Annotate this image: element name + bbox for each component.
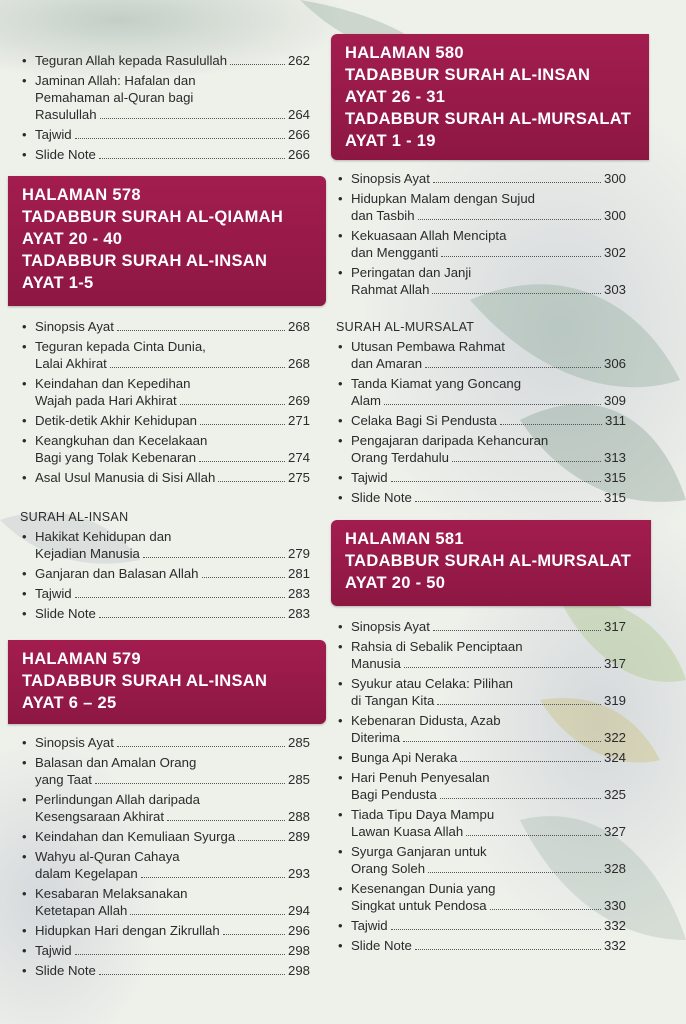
toc-entry <box>20 885 310 919</box>
toc-entry-title-line: • Slide Note <box>35 606 96 621</box>
toc-entry-title-line: Wajah pada Hari Akhirat <box>35 393 177 408</box>
toc-entry-title-line: dan Amaran <box>351 356 423 371</box>
dot-leader <box>200 414 285 425</box>
toc-entry-title-line: • Sinopsis Ayat <box>351 619 430 634</box>
toc-entry <box>20 734 310 751</box>
toc-entry-title-line: • Keindahan dan Kemuliaan Syurga <box>35 829 236 844</box>
toc-halaman-580 <box>336 170 626 301</box>
toc-entry-title-line: • Jaminan Allah: Hafalan dan <box>35 73 196 88</box>
toc-entry <box>336 712 626 746</box>
toc-entry-title-line: • Hakikat Kehidupan dan <box>35 529 172 544</box>
toc-entry-title-line: • Asal Usul Manusia di Sisi Allah <box>35 470 216 485</box>
dot-leader <box>433 172 601 183</box>
toc-entry <box>20 146 310 163</box>
toc-entry-title-line: • Celaka Bagi Si Pendusta <box>351 413 497 428</box>
toc-page-number: 325 <box>603 787 626 802</box>
toc-entry <box>20 52 310 69</box>
toc-entry-title-line: • Hidupkan Hari dengan Zikrullah <box>35 923 220 938</box>
toc-page-number: 298 <box>287 963 310 978</box>
toc-entry-title-line: • Tajwid <box>35 586 72 601</box>
banner-line: AYAT 1 - 19 <box>345 132 436 150</box>
toc-page-number: 268 <box>287 319 310 334</box>
dot-leader <box>95 773 285 784</box>
toc-entry <box>20 318 310 335</box>
section-banner-halaman-580 <box>331 34 649 160</box>
dot-leader <box>130 904 285 915</box>
section-banner-halaman-579 <box>8 640 326 724</box>
dot-leader <box>384 394 601 405</box>
toc-entry-title-line: Alam <box>351 393 382 408</box>
toc-page-number: 324 <box>603 750 626 765</box>
dot-leader <box>218 471 285 482</box>
banner-line: TADABBUR SURAH AL-INSAN <box>22 672 268 690</box>
toc-page-number: 332 <box>603 938 626 953</box>
toc-page-number: 300 <box>603 171 626 186</box>
banner-line: HALAMAN 580 <box>345 44 464 62</box>
toc-entry <box>336 937 626 954</box>
toc-entry <box>20 565 310 582</box>
toc-entry-title-line: • Pengajaran daripada Kehancuran <box>351 433 549 448</box>
toc-entry <box>20 72 310 123</box>
toc-page-number: 283 <box>287 606 310 621</box>
toc-page-number: 328 <box>603 861 626 876</box>
toc-entry <box>336 769 626 803</box>
dot-leader <box>110 357 285 368</box>
toc-entry-title-line: • Kesabaran Melaksanakan <box>35 886 188 901</box>
toc-entry <box>20 791 310 825</box>
toc-entry-title-line: Lawan Kuasa Allah <box>351 824 464 839</box>
toc-entry-title-line: • Hidupkan Malam dengan Sujud <box>351 191 536 206</box>
section-banner-halaman-581 <box>331 520 651 606</box>
banner-line: TADABBUR SURAH AL-INSAN <box>22 252 268 270</box>
toc-entry-title-line: • Tanda Kiamat yang Goncang <box>351 376 522 391</box>
toc-page-number: 262 <box>287 53 310 68</box>
banner-line: AYAT 26 - 31 <box>345 88 446 106</box>
dot-leader <box>117 736 285 747</box>
banner-line: HALAMAN 581 <box>345 530 464 548</box>
toc-entry <box>20 338 310 372</box>
toc-entry-title-line: Ketetapan Allah <box>35 903 128 918</box>
toc-page-number: 283 <box>287 586 310 601</box>
toc-entry <box>336 375 626 409</box>
toc-entry-title-line: • Detik-detik Akhir Kehidupan <box>35 413 198 428</box>
toc-entry <box>336 917 626 934</box>
toc-page-number: 266 <box>287 147 310 162</box>
toc-entry-title-line: • Ganjaran dan Balasan Allah <box>35 566 199 581</box>
banner-line: AYAT 1-5 <box>22 274 94 292</box>
toc-entry-title-line: • Keindahan dan Kepedihan <box>35 376 191 391</box>
toc-entry <box>336 469 626 486</box>
dot-leader <box>141 867 285 878</box>
toc-entry-title-line: • Sinopsis Ayat <box>35 735 114 750</box>
toc-page-number: 266 <box>287 127 310 142</box>
toc-entry-title-line: Pemahaman al-Quran bagi <box>35 90 194 105</box>
subsection-title: SURAH AL-MURSALAT <box>336 320 475 334</box>
dot-leader <box>230 54 285 65</box>
toc-entry-title-line: Manusia <box>351 656 401 671</box>
toc-entry <box>20 528 310 562</box>
dot-leader <box>180 394 285 405</box>
toc-page-number: 309 <box>603 393 626 408</box>
toc-entry-title-line: • Balasan dan Amalan Orang <box>35 755 197 770</box>
toc-entry-title-line: Rasulullah <box>35 107 97 122</box>
toc-page-number: 302 <box>603 245 626 260</box>
toc-entry <box>336 675 626 709</box>
toc-page-number: 269 <box>287 393 310 408</box>
toc-halaman-578 <box>20 318 310 489</box>
dot-leader <box>99 148 285 159</box>
toc-entry-title-line: • Tajwid <box>351 470 388 485</box>
banner-line: TADABBUR SURAH AL-MURSALAT <box>345 110 632 128</box>
toc-entry <box>20 828 310 845</box>
toc-entry <box>336 843 626 877</box>
toc-page-number: 281 <box>287 566 310 581</box>
toc-entry-title-line: di Tangan Kita <box>351 693 435 708</box>
toc-entry-title-line: • Slide Note <box>351 490 412 505</box>
toc-entry <box>20 962 310 979</box>
toc-entry-title-line: Kejadian Manusia <box>35 546 140 561</box>
toc-page-number: 275 <box>287 470 310 485</box>
dot-leader <box>500 414 602 425</box>
toc-entry-title-line: • Kesenangan Dunia yang <box>351 881 496 896</box>
dot-leader <box>425 357 601 368</box>
dot-leader <box>403 731 601 742</box>
toc-entry <box>20 375 310 409</box>
toc-page-number: 332 <box>603 918 626 933</box>
toc-entry-title-line: • Peringatan dan Janji <box>351 265 472 280</box>
toc-entry-title-line: • Slide Note <box>35 963 96 978</box>
toc-surah-al-mursalat <box>336 320 626 509</box>
toc-entry <box>336 264 626 298</box>
dot-leader <box>404 657 601 668</box>
dot-leader <box>167 810 285 821</box>
toc-entry <box>336 638 626 672</box>
toc-entry <box>336 880 626 914</box>
dot-leader <box>415 939 601 950</box>
toc-entry-title-line: dan Mengganti <box>351 245 439 260</box>
section-banner-halaman-578 <box>8 176 326 306</box>
toc-entry <box>20 754 310 788</box>
toc-entry-title-line: • Tiada Tipu Daya Mampu <box>351 807 495 822</box>
toc-page-number: 315 <box>603 470 626 485</box>
toc-page-number: 317 <box>603 619 626 634</box>
toc-entry-title-line: • Kekuasaan Allah Mencipta <box>351 228 507 243</box>
toc-entry <box>20 412 310 429</box>
dot-leader <box>117 320 285 331</box>
dot-leader <box>99 964 285 975</box>
toc-entry-title-line: • Bunga Api Neraka <box>351 750 458 765</box>
toc-page-number: 311 <box>604 413 626 428</box>
toc-entry-title-line: Bagi Pendusta <box>351 787 437 802</box>
toc-entry-title-line: • Wahyu al-Quran Cahaya <box>35 849 180 864</box>
toc-entry <box>20 942 310 959</box>
toc-entry <box>336 489 626 506</box>
toc-entry <box>336 432 626 466</box>
toc-page-number: 313 <box>603 450 626 465</box>
banner-line: HALAMAN 578 <box>22 186 141 204</box>
toc-entry-title-line: Diterima <box>351 730 401 745</box>
toc-entry-title-line: Rahmat Allah <box>351 282 430 297</box>
dot-leader <box>428 862 601 873</box>
dot-leader <box>99 607 285 618</box>
toc-entry-title-line: yang Taat <box>35 772 92 787</box>
toc-entry-title-line: • Tajwid <box>351 918 388 933</box>
toc-entry <box>336 412 626 429</box>
toc-page-number: 317 <box>603 656 626 671</box>
dot-leader <box>415 491 601 502</box>
toc-entry-title-line: • Sinopsis Ayat <box>351 171 430 186</box>
toc-page-number: 322 <box>603 730 626 745</box>
toc-entry <box>20 432 310 466</box>
dot-leader <box>75 587 285 598</box>
banner-line: TADABBUR SURAH AL-QIAMAH <box>22 208 284 226</box>
dot-leader <box>490 899 601 910</box>
dot-leader <box>100 108 285 119</box>
toc-entry-title-line: • Slide Note <box>351 938 412 953</box>
dot-leader <box>202 567 285 578</box>
toc-page-number: 288 <box>287 809 310 824</box>
toc-entry-title-line: • Perlindungan Allah daripada <box>35 792 200 807</box>
toc-entry-title-line: • Utusan Pembawa Rahmat <box>351 339 505 354</box>
toc-page-number: 293 <box>287 866 310 881</box>
toc-entry-title-line: • Syukur atau Celaka: Pilihan <box>351 676 514 691</box>
dot-leader <box>391 919 601 930</box>
toc-entry <box>336 170 626 187</box>
toc-page-number: 306 <box>603 356 626 371</box>
toc-page-number: 289 <box>287 829 310 844</box>
banner-line: TADABBUR SURAH AL-INSAN <box>345 66 591 84</box>
dot-leader <box>452 451 601 462</box>
toc-entry-title-line: • Teguran kepada Cinta Dunia, <box>35 339 206 354</box>
toc-page-number: 294 <box>287 903 310 918</box>
banner-line: HALAMAN 579 <box>22 650 141 668</box>
toc-entry-title-line: • Teguran Allah kepada Rasulullah <box>35 53 228 68</box>
dot-leader <box>418 209 601 220</box>
toc-entry <box>336 227 626 261</box>
toc-entry-title-line: Kesengsaraan Akhirat <box>35 809 165 824</box>
toc-top-list <box>20 52 310 166</box>
toc-entry <box>20 605 310 622</box>
toc-page-number: 296 <box>287 923 310 938</box>
dot-leader <box>441 246 601 257</box>
toc-entry-title-line: • Rahsia di Sebalik Penciptaan <box>351 639 523 654</box>
toc-entry <box>20 848 310 882</box>
toc-entry-title-line: • Syurga Ganjaran untuk <box>351 844 487 859</box>
toc-entry <box>336 749 626 766</box>
toc-page-number: 303 <box>603 282 626 297</box>
toc-entry <box>20 922 310 939</box>
toc-page-number: 268 <box>287 356 310 371</box>
toc-entry-title-line: • Slide Note <box>35 147 96 162</box>
toc-entry-title-line: dan Tasbih <box>351 208 415 223</box>
toc-halaman-581 <box>336 618 626 957</box>
banner-line: AYAT 6 – 25 <box>22 694 117 712</box>
dot-leader <box>75 128 285 139</box>
toc-entry-title-line: Bagi yang Tolak Kebenaran <box>35 450 197 465</box>
toc-page-number: 327 <box>603 824 626 839</box>
toc-page-number: 315 <box>603 490 626 505</box>
toc-entry <box>336 338 626 372</box>
toc-page-number: 330 <box>603 898 626 913</box>
subsection-title: SURAH AL-INSAN <box>20 510 129 524</box>
toc-entry <box>336 190 626 224</box>
toc-entry-title-line: Orang Terdahulu <box>351 450 449 465</box>
toc-page-number: 300 <box>603 208 626 223</box>
dot-leader <box>391 471 601 482</box>
dot-leader <box>437 694 601 705</box>
toc-entry <box>20 469 310 486</box>
toc-entry-title-line: • Sinopsis Ayat <box>35 319 114 334</box>
dot-leader <box>238 830 285 841</box>
toc-page-number: 271 <box>287 413 310 428</box>
dot-leader <box>143 547 285 558</box>
toc-surah-al-insan <box>20 510 310 625</box>
toc-entry-title-line: • Keangkuhan dan Kecelakaan <box>35 433 208 448</box>
toc-page-number: 264 <box>287 107 310 122</box>
toc-halaman-579 <box>20 734 310 982</box>
toc-entry-title-line: • Tajwid <box>35 943 72 958</box>
dot-leader <box>466 825 601 836</box>
dot-leader <box>460 751 601 762</box>
toc-page-number: 319 <box>603 693 626 708</box>
banner-line: AYAT 20 - 50 <box>345 574 446 592</box>
dot-leader <box>432 283 601 294</box>
banner-line: TADABBUR SURAH AL-MURSALAT <box>345 552 632 570</box>
toc-entry-title-line: • Hari Penuh Penyesalan <box>351 770 490 785</box>
toc-entry <box>336 806 626 840</box>
dot-leader <box>440 788 601 799</box>
banner-line: AYAT 20 - 40 <box>22 230 123 248</box>
toc-entry-title-line: dalam Kegelapan <box>35 866 138 881</box>
dot-leader <box>223 924 285 935</box>
toc-page-number: 285 <box>287 735 310 750</box>
toc-page-number: 285 <box>287 772 310 787</box>
toc-entry <box>20 126 310 143</box>
toc-page-number: 298 <box>287 943 310 958</box>
toc-entry-title-line: Lalai Akhirat <box>35 356 107 371</box>
toc-entry <box>336 618 626 635</box>
toc-entry-title-line: • Kebenaran Didusta, Azab <box>351 713 501 728</box>
toc-page-number: 279 <box>287 546 310 561</box>
toc-entry-title-line: Orang Soleh <box>351 861 426 876</box>
toc-page-number: 274 <box>287 450 310 465</box>
dot-leader <box>75 944 285 955</box>
dot-leader <box>433 620 601 631</box>
toc-entry-title-line: • Tajwid <box>35 127 72 142</box>
dot-leader <box>199 451 285 462</box>
toc-entry <box>20 585 310 602</box>
toc-entry-title-line: Singkat untuk Pendosa <box>351 898 487 913</box>
